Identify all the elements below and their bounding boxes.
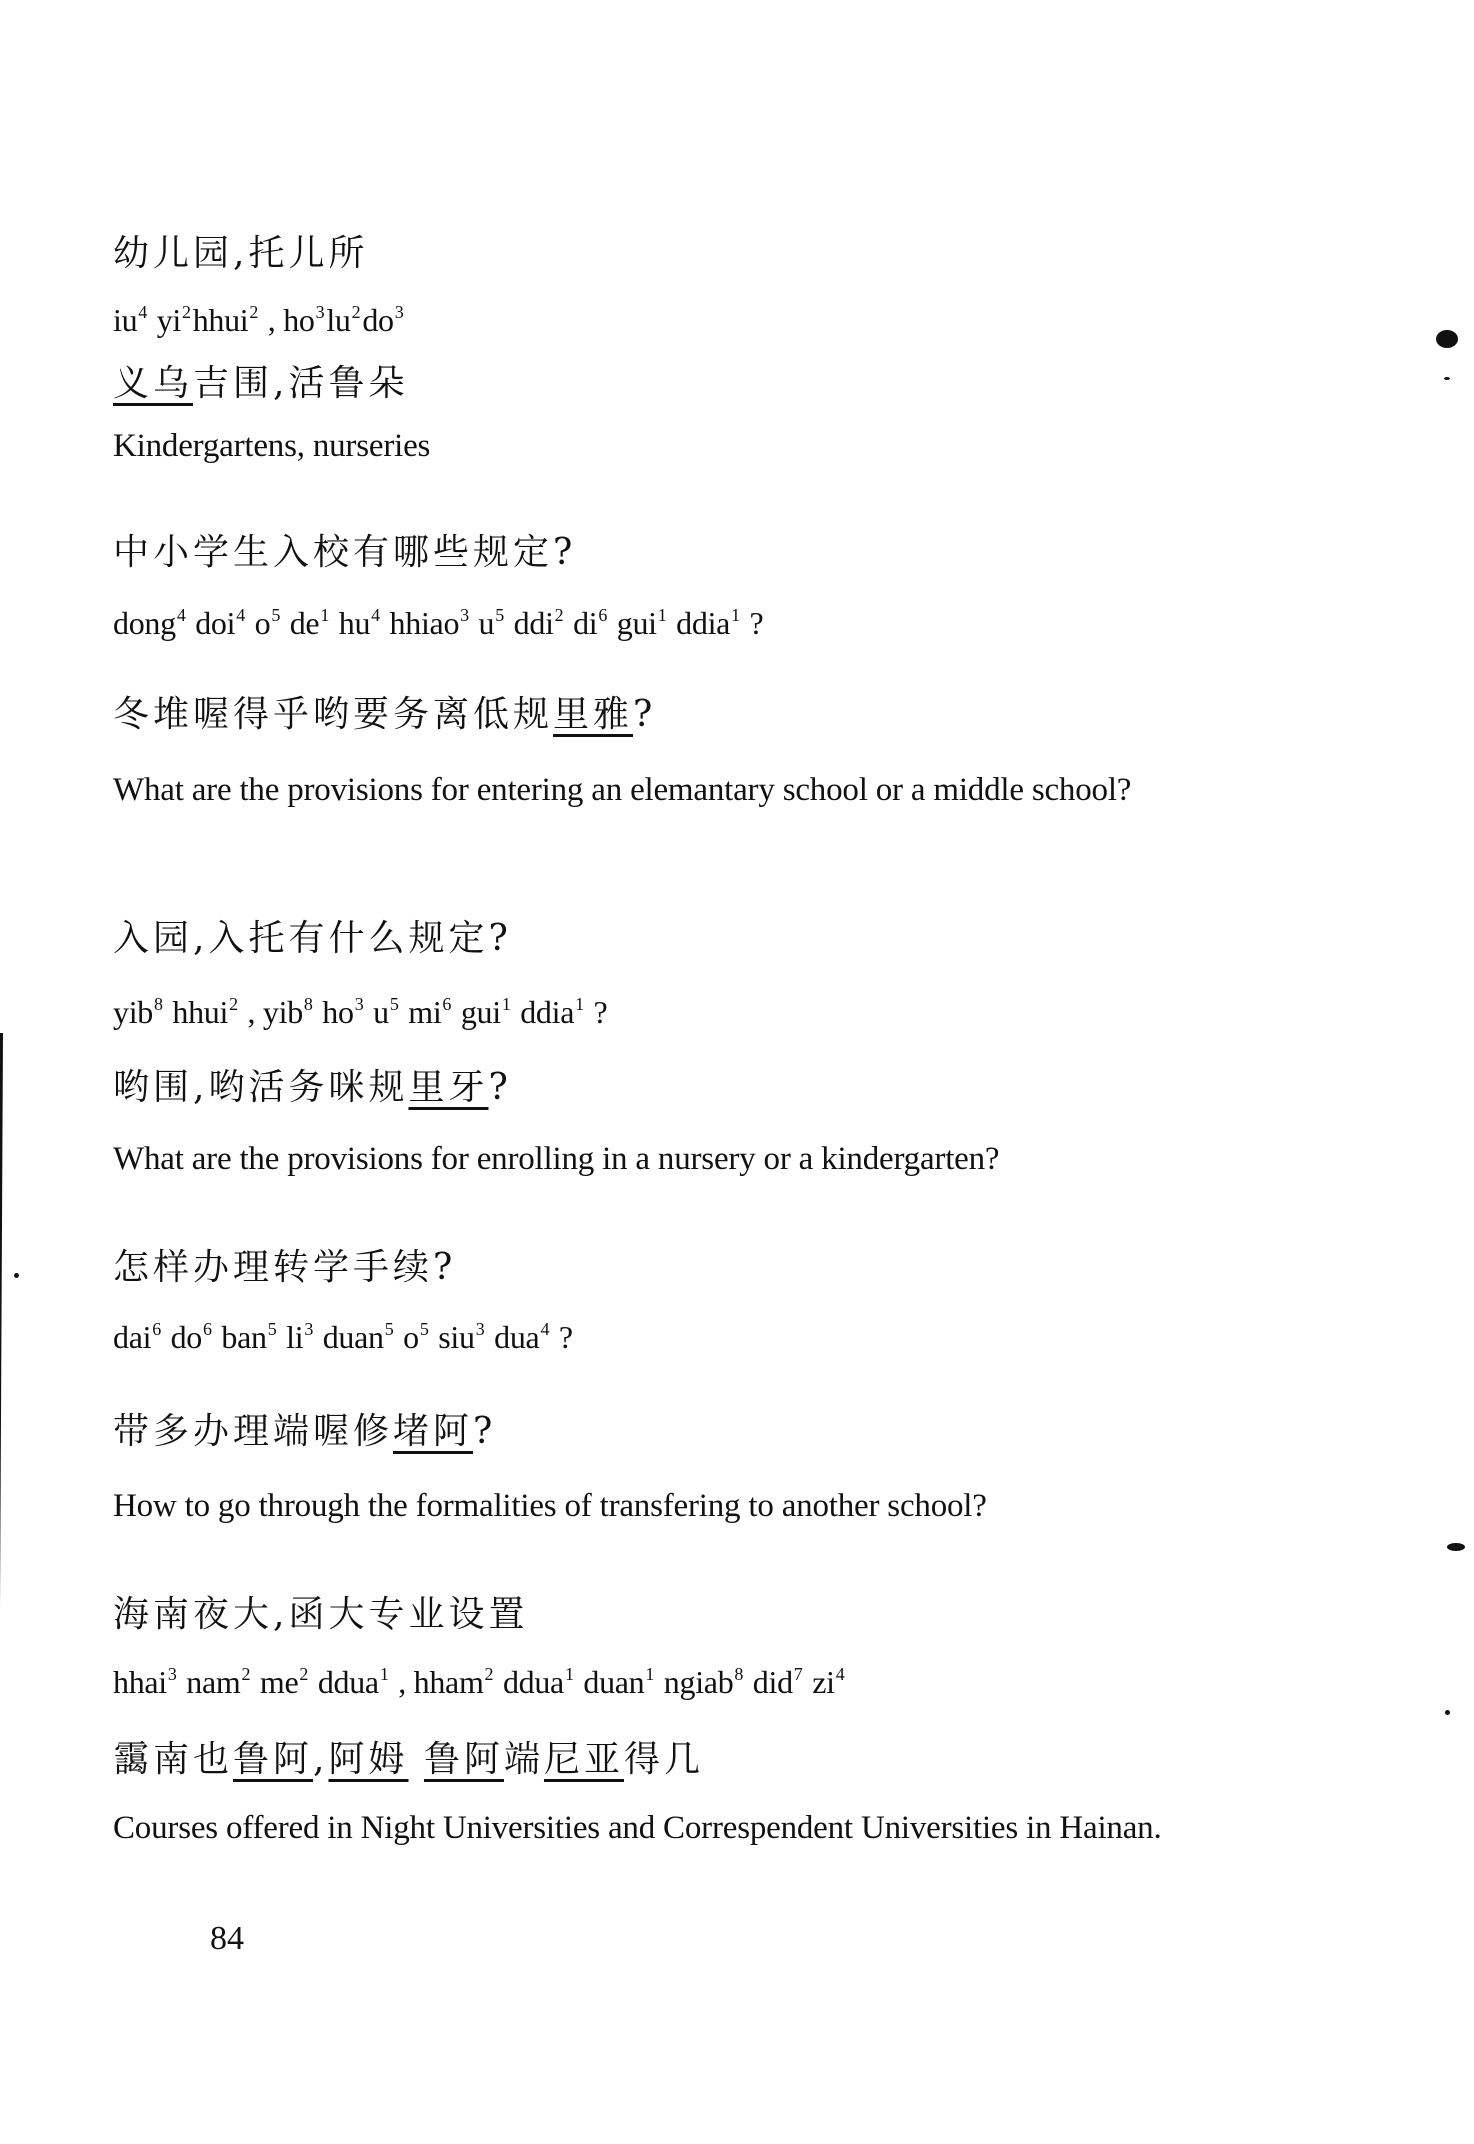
tone-number: 3 <box>315 302 325 322</box>
entry-english: Kindergartens, nurseries <box>113 428 431 464</box>
tone-number: 6 <box>442 994 452 1014</box>
tone-number: 2 <box>241 1664 251 1684</box>
tone-number: 1 <box>731 605 740 625</box>
tone-number: 8 <box>303 994 313 1014</box>
page-number: 84 <box>210 1920 244 1957</box>
syllable: li <box>278 1319 304 1355</box>
tone-number: 4 <box>138 302 147 322</box>
syllable: hhai <box>113 1664 167 1700</box>
syllable: ho <box>314 994 354 1030</box>
entry-chinese: 幼儿园,托儿所 <box>113 233 369 274</box>
tone-number: 2 <box>299 1664 309 1684</box>
entry-english: What are the provisions for entering an elemantary school or a middle school? <box>113 772 1132 808</box>
tone-number: 7 <box>793 1664 803 1684</box>
syllable: ddi <box>505 605 554 641</box>
page-edge-line <box>0 1033 3 2144</box>
syllable: doi <box>187 605 236 641</box>
syllable: di <box>565 605 598 641</box>
syllable: u <box>365 994 389 1030</box>
text-segment: 得几 <box>624 1739 705 1780</box>
entry-hainanese-phonetic <box>113 362 408 406</box>
syllable: hu <box>331 605 371 641</box>
text-segment: 吉围,活鲁朵 <box>193 363 409 404</box>
ink-speck <box>1444 377 1450 380</box>
syllable: lu <box>326 302 351 338</box>
entry-hainanese-phonetic <box>113 1066 512 1110</box>
text-segment: 端 <box>503 1739 544 1780</box>
tone-number: 4 <box>236 605 245 625</box>
syllable: hhui <box>164 994 229 1030</box>
tone-number: 4 <box>835 1664 845 1684</box>
syllable: duan <box>575 1664 645 1700</box>
syllable: did <box>745 1664 793 1700</box>
text-segment: , <box>313 1739 329 1780</box>
tone-number: 3 <box>354 994 364 1014</box>
syllable: o <box>246 605 271 641</box>
syllable: ddia <box>512 994 575 1030</box>
underlined-segment: 尼亚 <box>543 1739 624 1780</box>
underlined-segment: 堵阿 <box>393 1411 474 1452</box>
syllable: mi <box>400 994 442 1030</box>
tone-number: 1 <box>575 994 584 1014</box>
entry-romanization <box>113 603 763 648</box>
syllable: u <box>470 605 495 641</box>
tone-number: 2 <box>351 302 361 322</box>
ink-blot <box>1436 330 1458 348</box>
syllable: nam <box>178 1664 241 1700</box>
entry-chinese: 海南夜大,函大专业设置 <box>113 1594 529 1635</box>
entry-chinese: 入园,入托有什么规定? <box>113 918 512 959</box>
tone-number: 5 <box>267 1319 277 1339</box>
syllable: de <box>282 605 320 641</box>
tone-number: 3 <box>304 1319 314 1339</box>
syllable: ddia <box>668 605 731 641</box>
syllable: hhui <box>192 302 249 338</box>
text-segment <box>409 1739 424 1780</box>
tone-number: 5 <box>419 1319 429 1339</box>
underlined-segment: 鲁阿 <box>423 1739 504 1780</box>
tone-number: 3 <box>460 605 469 625</box>
syllable: ? <box>585 994 608 1030</box>
syllable: , hham <box>390 1664 484 1700</box>
tone-number: 3 <box>394 302 404 322</box>
syllable: , ho <box>260 302 315 338</box>
syllable: do <box>362 302 394 338</box>
syllable: , yib <box>239 994 303 1030</box>
syllable: hhiao <box>381 605 460 641</box>
tone-number: 1 <box>501 994 511 1014</box>
syllable: ddua <box>495 1664 564 1700</box>
tone-number: 1 <box>379 1664 389 1684</box>
syllable: yib <box>113 994 153 1030</box>
tone-number: 8 <box>734 1664 744 1684</box>
syllable: me <box>252 1664 299 1700</box>
syllable: zi <box>804 1664 835 1700</box>
entry-romanization <box>113 1662 846 1707</box>
text-segment: 哟围,哟活务咪规 <box>113 1067 409 1108</box>
syllable: duan <box>315 1319 384 1355</box>
entry-english: What are the provisions for enrolling in a nursery or a kindergarten? <box>113 1141 1000 1177</box>
syllable: siu <box>430 1319 475 1355</box>
entry-hainanese-phonetic <box>113 693 656 737</box>
tone-number: 4 <box>176 605 186 625</box>
ink-speck <box>14 1273 19 1278</box>
underlined-segment: 鲁阿 <box>233 1739 314 1780</box>
tone-number: 4 <box>371 605 380 625</box>
tone-number: 6 <box>152 1319 161 1339</box>
syllable: do <box>162 1319 203 1355</box>
tone-number: 2 <box>249 302 259 322</box>
entry-romanization <box>113 1317 573 1362</box>
entry-romanization <box>113 992 607 1037</box>
underlined-segment: 阿姆 <box>328 1739 409 1780</box>
entry-english: How to go through the formalities of transfering to another school? <box>113 1488 987 1524</box>
tone-number: 2 <box>229 994 238 1014</box>
syllable: ban <box>213 1319 267 1355</box>
syllable: dong <box>113 605 176 641</box>
syllable: yi <box>149 302 181 338</box>
syllable: ? <box>551 1319 573 1355</box>
entry-hainanese-phonetic <box>113 1410 496 1454</box>
ink-blot <box>1447 1543 1465 1551</box>
text-segment: ? <box>473 1411 497 1452</box>
underlined-segment: 里雅 <box>553 694 634 735</box>
tone-number: 1 <box>657 605 667 625</box>
tone-number: 3 <box>475 1319 485 1339</box>
tone-number: 1 <box>320 605 330 625</box>
entry-chinese: 中小学生入校有哪些规定? <box>113 532 577 573</box>
entry-english: Courses offered in Night Universities and Correspendent Universities in Hainan. <box>113 1810 1162 1846</box>
tone-number: 5 <box>271 605 281 625</box>
syllable: dai <box>113 1319 152 1355</box>
text-segment: 带多办理端喔修 <box>113 1411 394 1452</box>
entry-romanization <box>113 300 405 345</box>
tone-number: 5 <box>384 1319 394 1339</box>
tone-number: 4 <box>540 1319 550 1339</box>
entry-hainanese-phonetic <box>113 1738 704 1782</box>
syllable: ? <box>741 605 764 641</box>
syllable: o <box>395 1319 419 1355</box>
tone-number: 6 <box>203 1319 212 1339</box>
tone-number: 1 <box>564 1664 574 1684</box>
text-segment: 靄南也 <box>113 1739 234 1780</box>
text-segment: ? <box>488 1067 512 1108</box>
tone-number: 2 <box>554 605 564 625</box>
text-segment: 冬堆喔得乎哟要务离低规 <box>113 694 554 735</box>
underlined-segment: 义乌 <box>113 363 194 404</box>
text-segment: ? <box>633 694 657 735</box>
tone-number: 8 <box>154 994 163 1014</box>
syllable: iu <box>113 302 138 338</box>
tone-number: 2 <box>484 1664 494 1684</box>
syllable: dua <box>486 1319 540 1355</box>
syllable: gui <box>609 605 657 641</box>
tone-number: 5 <box>389 994 399 1014</box>
tone-number: 5 <box>495 605 504 625</box>
underlined-segment: 里牙 <box>408 1067 489 1108</box>
tone-number: 6 <box>598 605 608 625</box>
syllable: ngiab <box>656 1664 734 1700</box>
entry-chinese: 怎样办理转学手续? <box>113 1247 457 1288</box>
syllable: ddua <box>310 1664 379 1700</box>
syllable: gui <box>453 994 501 1030</box>
tone-number: 2 <box>182 302 191 322</box>
tone-number: 3 <box>167 1664 177 1684</box>
ink-speck <box>1445 1710 1450 1715</box>
tone-number: 1 <box>645 1664 655 1684</box>
